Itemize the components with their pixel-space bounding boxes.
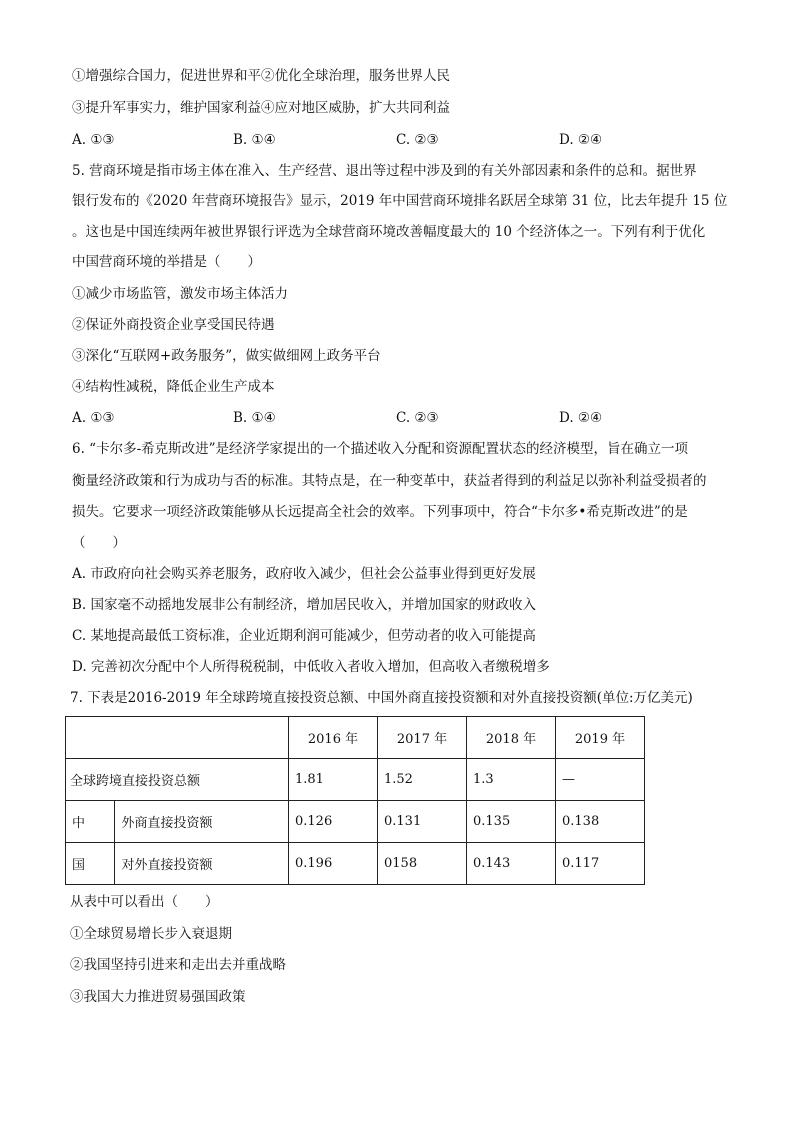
table-cell: 0.135 — [467, 801, 556, 843]
row-label-fdi: 外商直接投资额 — [115, 801, 289, 843]
table-cell: 1.3 — [467, 759, 556, 801]
q5-item-1: ①减少市场监管，激发市场主体活力 — [72, 286, 288, 302]
table-cell: 0158 — [378, 843, 467, 885]
q5-item-4: ④结构性减税，降低企业生产成本 — [72, 379, 275, 395]
table-corner-cell — [66, 717, 289, 759]
q7-question: 从表中可以看出（ ） — [70, 894, 219, 910]
table-cell: 1.81 — [289, 759, 378, 801]
table-cell: 0.138 — [556, 801, 645, 843]
table-header-row — [66, 717, 645, 759]
table-row-fdi — [66, 801, 645, 843]
q5-choice-a[interactable]: A. ①③ — [72, 410, 115, 426]
row-group-label-china-2: 国 — [66, 843, 115, 885]
q6-stem-line-1: 6. “卡尔多-希克斯改进”是经济学家提出的一个描述收入分配和资源配置状态的经济模型，旨在确立一项 — [72, 441, 689, 457]
q5-stem-line-1: 5. 营商环境是指市场主体在准入、生产经营、退出等过程中涉及到的有关外部因素和条件的总和。据世界 — [72, 163, 697, 179]
year-header: 2017 年 — [378, 717, 467, 759]
q6-option-c[interactable]: C. 某地提高最低工资标准，企业近期利润可能减少，但劳动者的收入可能提高 — [72, 628, 536, 644]
q4-choice-b[interactable]: B. ①④ — [233, 132, 276, 148]
row-group-label-china-1: 中 — [66, 801, 115, 843]
year-header: 2016 年 — [289, 717, 378, 759]
year-header: 2018 年 — [467, 717, 556, 759]
table-cell: 0.131 — [378, 801, 467, 843]
q7-stem: 7. 下表是2016-2019 年全球跨境直接投资总额、中国外商直接投资额和对外直接投资额(单位:万亿美元) — [70, 690, 693, 706]
q6-stem-line-3: 损失。它要求一项经济政策能够从长远提高全社会的效率。下列事项中，符合“卡尔多•希克斯改进”的是 — [72, 504, 688, 520]
q6-option-a[interactable]: A. 市政府向社会购买养老服务，政府收入减少，但社会公益事业得到更好发展 — [72, 566, 536, 582]
q5-stem-line-3: 。这也是中国连续两年被世界银行评选为全球营商环境改善幅度最大的 10 个经济体之一。下列有利于优化 — [72, 224, 706, 240]
table-row-odi — [66, 843, 645, 885]
table-cell: 0.126 — [289, 801, 378, 843]
table-cell: 1.52 — [378, 759, 467, 801]
row-label-global: 全球跨境直接投资总额 — [66, 759, 289, 801]
q6-stem-line-4: （ ） — [72, 535, 126, 551]
q6-stem-line-2: 衡量经济政策和行为成功与否的标准。其特点是，在一种变革中，获益者得到的利益足以弥补利益受损者的 — [72, 473, 707, 489]
table-cell: 0.196 — [289, 843, 378, 885]
q6-option-d[interactable]: D. 完善初次分配中个人所得税税制，中低收入者收入增加，但高收入者缴税增多 — [72, 659, 550, 675]
q7-item-1: ①全球贸易增长步入衰退期 — [70, 926, 232, 942]
table-cell: 0.143 — [467, 843, 556, 885]
row-label-odi: 对外直接投资额 — [115, 843, 289, 885]
q6-option-b[interactable]: B. 国家毫不动摇地发展非公有制经济，增加居民收入，并增加国家的财政收入 — [72, 597, 537, 613]
q4-option-line-1: ①增强综合国力，促进世界和平②优化全球治理，服务世界人民 — [72, 68, 450, 84]
investment-table — [65, 716, 645, 885]
q5-choice-c[interactable]: C. ②③ — [396, 410, 439, 426]
q5-choice-b[interactable]: B. ①④ — [233, 410, 276, 426]
q5-stem-line-4: 中国营商环境的举措是（ ） — [72, 254, 261, 270]
q5-stem-line-2: 银行发布的《2020 年营商环境报告》显示，2019 年中国营商环境排名跃居全球第 31 位，比去年提升 15 位 — [72, 193, 728, 209]
q5-item-2: ②保证外商投资企业享受国民待遇 — [72, 317, 275, 333]
q4-option-line-2: ③提升军事实力，维护国家利益④应对地区威胁，扩大共同利益 — [72, 100, 450, 116]
year-header: 2019 年 — [556, 717, 645, 759]
q5-item-3: ③深化“互联网+政务服务”，做实做细网上政务平台 — [72, 348, 381, 364]
q7-item-3: ③我国大力推进贸易强国政策 — [70, 989, 246, 1005]
table-cell: 0.117 — [556, 843, 645, 885]
q4-choice-d[interactable]: D. ②④ — [559, 132, 603, 148]
q4-choice-c[interactable]: C. ②③ — [396, 132, 439, 148]
table-cell: — — [556, 759, 645, 801]
q5-choice-d[interactable]: D. ②④ — [559, 410, 603, 426]
table-row-global — [66, 759, 645, 801]
q7-item-2: ②我国坚持引进来和走出去并重战略 — [70, 957, 286, 973]
q4-choice-a[interactable]: A. ①③ — [72, 132, 115, 148]
